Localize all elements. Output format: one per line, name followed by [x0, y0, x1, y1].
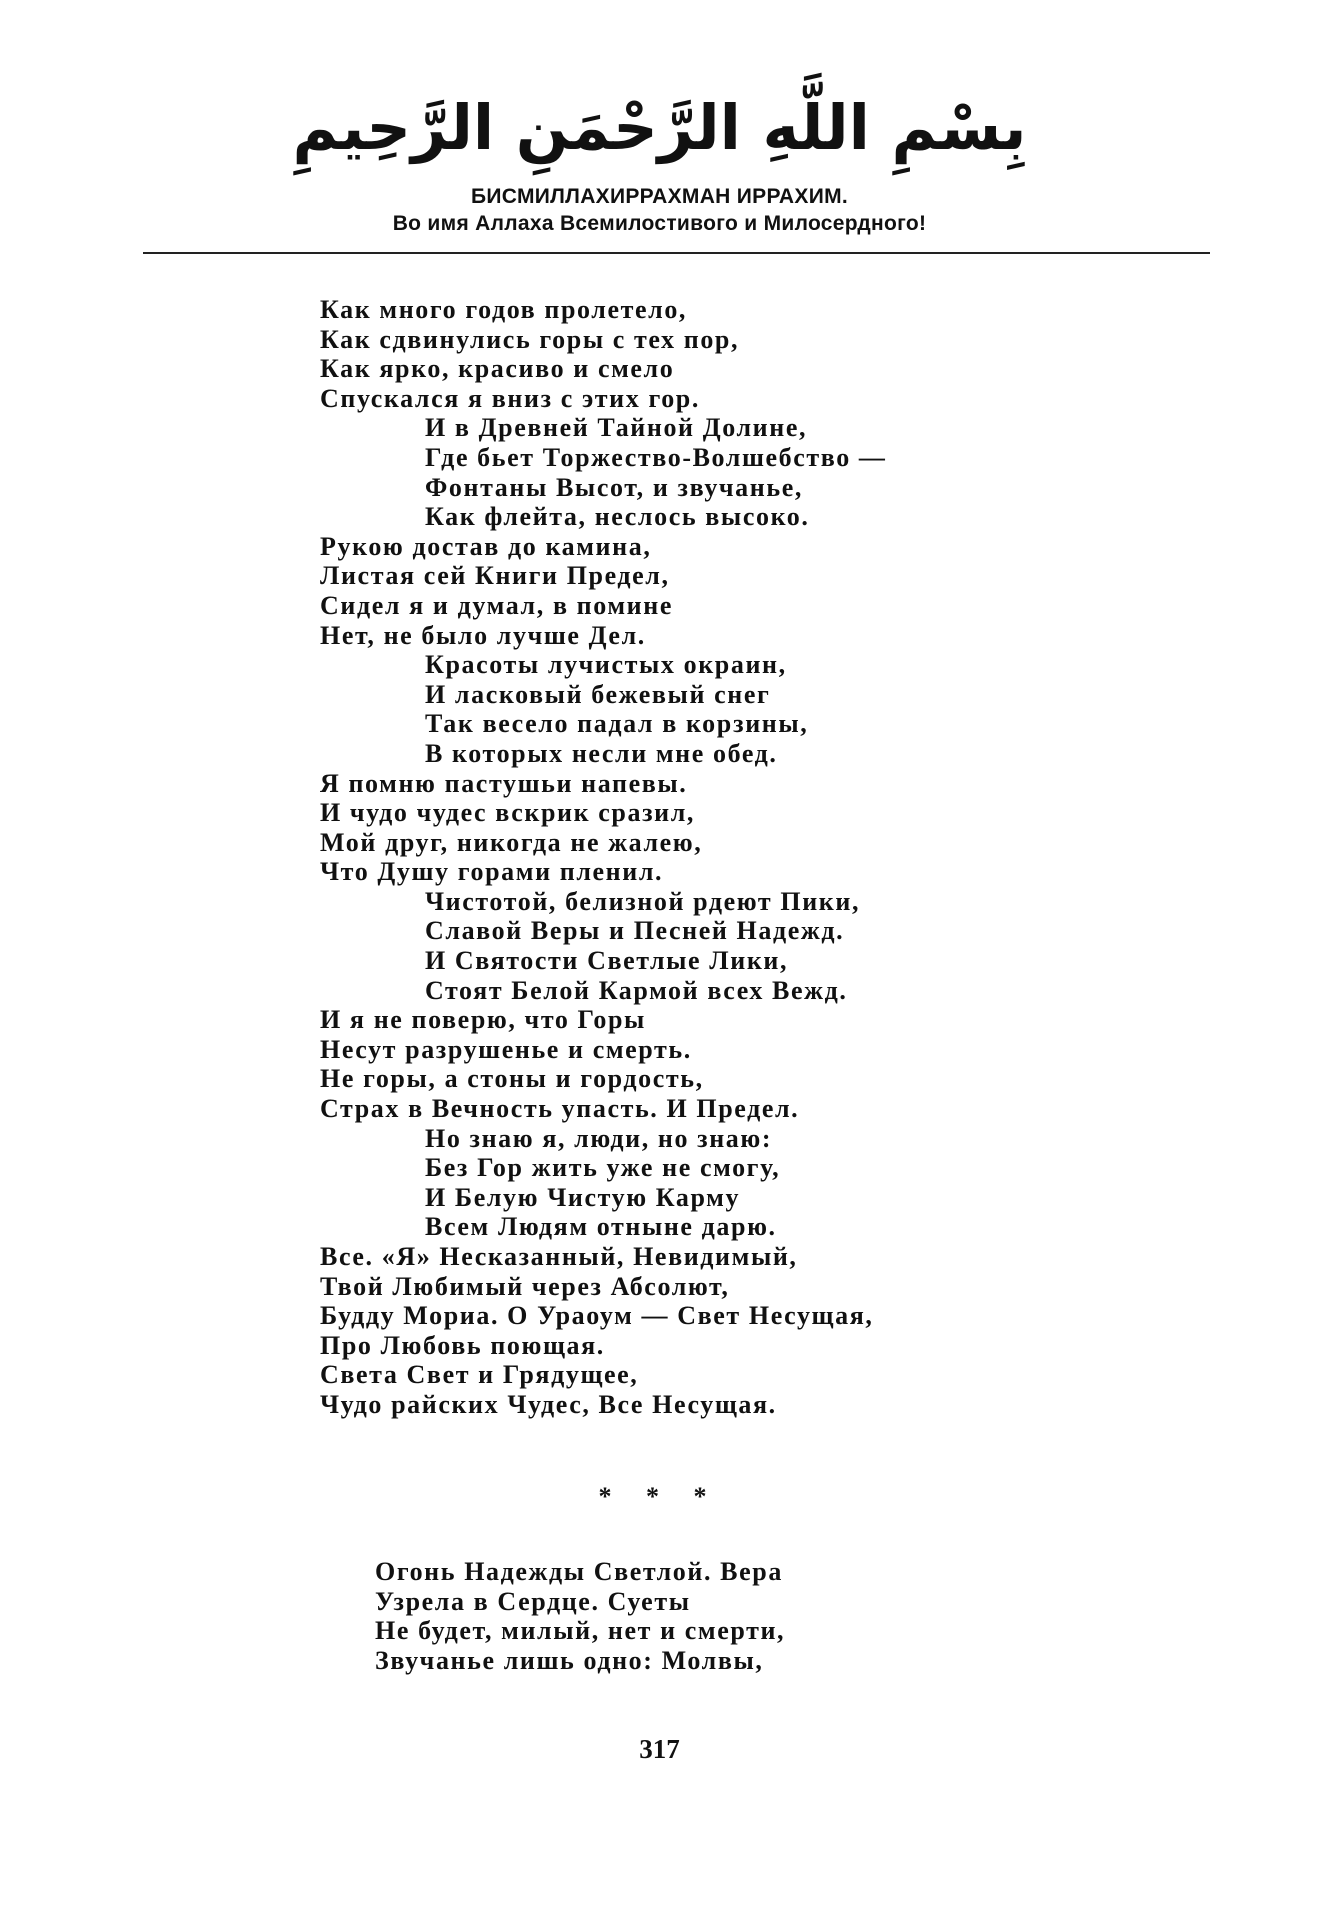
poem-line: Но знаю я, люди, но знаю:: [425, 1123, 773, 1153]
poem-line: Несут разрушенье и смерть.: [320, 1034, 692, 1064]
page-number: 317: [639, 1734, 680, 1764]
poem-line: В которых несли мне обед.: [425, 738, 778, 768]
poem-line: Что Душу горами пленил.: [320, 857, 664, 887]
poem-line: Будду Мориа. О Ураоум — Свет Несущая,: [320, 1301, 874, 1331]
poem-line: Как много годов пролетело,: [320, 295, 688, 324]
poem-line: Не будет, милый, нет и смерти,: [375, 1616, 786, 1646]
poem-body: [320, 295, 887, 1420]
poem-line: Как ярко, красиво и смело: [320, 354, 675, 384]
basmala-calligraphy: بِسْمِ اللَّهِ الرَّحْمَنِ الرَّحِيمِ: [292, 91, 1027, 164]
poem-line: Фонтаны Высот, и звучанье,: [425, 472, 803, 502]
poem-line: Чистотой, белизной рдеют Пики,: [425, 886, 861, 916]
poem-line: Листая сей Книги Предел,: [320, 561, 670, 591]
poem-line: Как сдвинулись горы с тех пор,: [320, 324, 740, 354]
header-subtitle: Во имя Аллаха Всемилостивого и Милосердного!: [392, 212, 927, 235]
poem-line: Не горы, а стоны и гордость,: [320, 1064, 704, 1094]
poem-line: Огонь Надежды Светлой. Вера: [375, 1557, 783, 1586]
poem-line: Славой Веры и Песней Надежд.: [425, 916, 845, 946]
poem-line: И в Древней Тайной Долине,: [425, 413, 808, 443]
poem-line: Без Гор жить уже не смогу,: [425, 1153, 781, 1183]
poem-line: Сидел я и думал, в помине: [320, 590, 673, 620]
poem-line: И Святости Светлые Лики,: [425, 946, 789, 976]
poem-line: Твой Любимый через Абсолют,: [320, 1271, 730, 1301]
poem-line: Света Свет и Грядущее,: [320, 1360, 639, 1390]
header-title: БИСМИЛЛАХИРРАХМАН ИРРАХИМ.: [470, 185, 849, 208]
header-divider: [143, 252, 1210, 254]
poem-line: И ласковый бежевый снег: [425, 679, 771, 709]
poem-line: Все. «Я» Несказанный, Невидимый,: [320, 1242, 798, 1271]
poem-line: Где бьет Торжество-Волшебство —: [425, 442, 887, 472]
section-separator: * * *: [598, 1482, 721, 1511]
page-header: [0, 85, 1319, 237]
poem-line: И чудо чудес вскрик сразил,: [320, 798, 695, 828]
poem-line: Спускался я вниз с этих гор.: [320, 383, 700, 413]
poem-line: Звучанье лишь одно: Молвы,: [375, 1645, 764, 1675]
poem-line: И Белую Чистую Карму: [425, 1182, 741, 1212]
poem-line: Всем Людям отныне дарю.: [425, 1212, 777, 1242]
poem-line: Стоят Белой Кармой всех Вежд.: [425, 975, 848, 1005]
poem-line: Как флейта, неслось высоко.: [425, 502, 810, 532]
poem-line: Нет, не было лучше Дел.: [320, 620, 646, 650]
poem-line: Про Любовь поющая.: [320, 1330, 605, 1360]
poem-line: Рукою достав до камина,: [320, 531, 652, 561]
poem-line: Я помню пастушьи напевы.: [320, 768, 688, 798]
poem-line: Чудо райских Чудес, Все Несущая.: [320, 1389, 777, 1419]
poem-line: Мой друг, никогда не жалею,: [320, 827, 703, 857]
poem-second-body: [375, 1557, 785, 1675]
poem-line: Так весело падал в корзины,: [425, 709, 809, 739]
poem-line: Узрела в Сердце. Суеты: [375, 1586, 691, 1616]
poem-line: Страх в Вечность упасть. И Предел.: [320, 1094, 800, 1124]
poem-line: Красоты лучистых окраин,: [425, 650, 787, 680]
poem-line: И я не поверю, что Горы: [320, 1005, 646, 1035]
